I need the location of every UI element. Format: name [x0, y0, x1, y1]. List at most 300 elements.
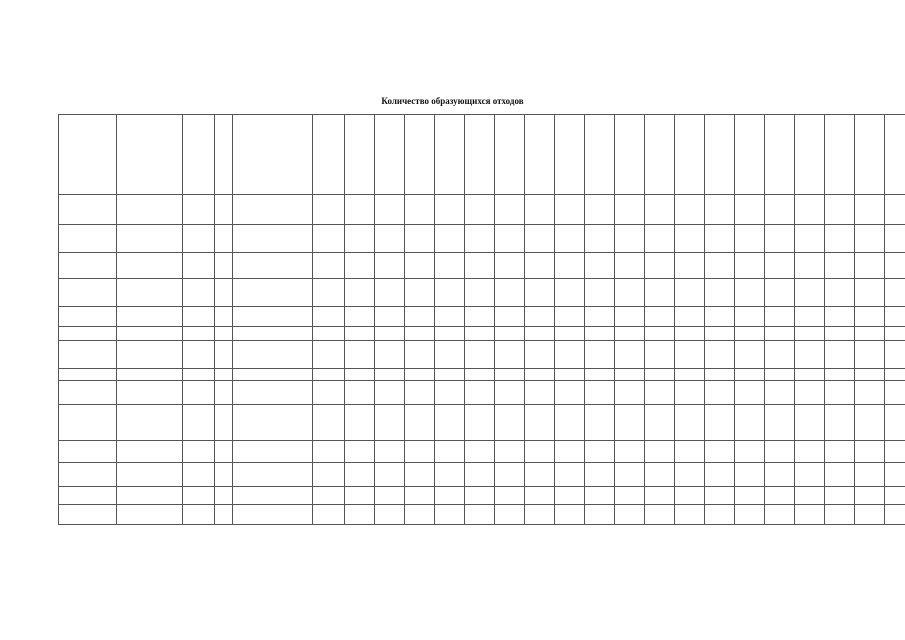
cell-value — [615, 253, 645, 279]
cell-value — [405, 253, 435, 279]
table-row — [59, 505, 905, 525]
value-column-header — [525, 115, 555, 195]
cell-value — [885, 487, 905, 505]
cell-value — [645, 381, 675, 405]
cell-value — [705, 441, 735, 463]
table-row — [59, 327, 905, 341]
cell-value — [525, 253, 555, 279]
cell-value — [825, 279, 855, 307]
cell-name — [117, 341, 183, 369]
cell-value — [735, 225, 765, 253]
value-column-header — [435, 115, 465, 195]
cell-value — [705, 505, 735, 525]
cell-code — [59, 487, 117, 505]
cell-value — [855, 327, 885, 341]
cell-value — [705, 195, 735, 225]
cell-value — [735, 253, 765, 279]
table-row — [59, 463, 905, 487]
cell-value — [675, 341, 705, 369]
cell-kod — [183, 505, 215, 525]
cell-value — [585, 505, 615, 525]
cell-cls — [215, 463, 233, 487]
cell-name — [117, 369, 183, 381]
value-column-header — [795, 115, 825, 195]
cell-value — [555, 369, 585, 381]
cell-inn — [345, 381, 375, 405]
cell-code — [59, 341, 117, 369]
cell-value — [375, 405, 405, 441]
table-row — [59, 225, 905, 253]
cell-code — [59, 307, 117, 327]
cell-value — [585, 195, 615, 225]
cell-value — [705, 369, 735, 381]
cell-code — [59, 225, 117, 253]
cell-cls — [215, 505, 233, 525]
value-column-header — [735, 115, 765, 195]
cell-value — [375, 381, 405, 405]
cell-value — [795, 327, 825, 341]
cell-value — [825, 307, 855, 327]
cell-value — [825, 195, 855, 225]
cell-value — [735, 441, 765, 463]
cell-org — [233, 505, 313, 525]
cell-okpo — [313, 307, 345, 327]
table-row — [59, 369, 905, 381]
cell-value — [615, 225, 645, 253]
cell-value — [735, 307, 765, 327]
cell-value — [765, 225, 795, 253]
cell-value — [555, 225, 585, 253]
cell-code — [59, 253, 117, 279]
cell-kod — [183, 253, 215, 279]
cell-value — [735, 279, 765, 307]
column-header — [117, 115, 183, 195]
cell-value — [405, 279, 435, 307]
cell-value — [405, 327, 435, 341]
cell-cls — [215, 253, 233, 279]
cell-value — [795, 505, 825, 525]
cell-value — [675, 505, 705, 525]
cell-value — [585, 405, 615, 441]
cell-value — [615, 279, 645, 307]
cell-value — [525, 369, 555, 381]
cell-value — [795, 341, 825, 369]
cell-cls — [215, 307, 233, 327]
cell-value — [525, 225, 555, 253]
cell-value — [405, 381, 435, 405]
cell-value — [465, 225, 495, 253]
cell-value — [885, 441, 905, 463]
cell-value — [585, 441, 615, 463]
cell-value — [375, 441, 405, 463]
cell-code — [59, 441, 117, 463]
cell-value — [405, 441, 435, 463]
cell-inn — [345, 327, 375, 341]
cell-value — [855, 505, 885, 525]
cell-value — [855, 341, 885, 369]
cell-value — [735, 405, 765, 441]
cell-code — [59, 279, 117, 307]
cell-value — [405, 463, 435, 487]
cell-kod — [183, 463, 215, 487]
cell-value — [615, 195, 645, 225]
cell-value — [705, 279, 735, 307]
cell-code — [59, 381, 117, 405]
cell-value — [375, 463, 405, 487]
value-column-header — [615, 115, 645, 195]
cell-value — [645, 279, 675, 307]
cell-value — [705, 225, 735, 253]
cell-value — [765, 195, 795, 225]
cell-value — [885, 195, 905, 225]
cell-value — [675, 487, 705, 505]
cell-value — [765, 405, 795, 441]
cell-value — [405, 405, 435, 441]
cell-value — [495, 341, 525, 369]
cell-kod — [183, 327, 215, 341]
cell-value — [555, 307, 585, 327]
cell-value — [825, 405, 855, 441]
cell-value — [645, 225, 675, 253]
cell-value — [855, 405, 885, 441]
cell-value — [825, 327, 855, 341]
cell-value — [675, 381, 705, 405]
cell-cls — [215, 369, 233, 381]
cell-value — [645, 327, 675, 341]
cell-value — [375, 253, 405, 279]
cell-value — [705, 341, 735, 369]
cell-value — [585, 381, 615, 405]
cell-value — [615, 369, 645, 381]
cell-value — [705, 253, 735, 279]
cell-value — [495, 405, 525, 441]
cell-org — [233, 369, 313, 381]
cell-name — [117, 487, 183, 505]
cell-value — [465, 279, 495, 307]
cell-value — [465, 369, 495, 381]
cell-value — [465, 341, 495, 369]
cell-value — [495, 487, 525, 505]
cell-value — [705, 463, 735, 487]
cell-value — [435, 505, 465, 525]
table-row — [59, 487, 905, 505]
cell-value — [825, 341, 855, 369]
cell-value — [375, 195, 405, 225]
cell-cls — [215, 225, 233, 253]
cell-value — [525, 381, 555, 405]
cell-cls — [215, 487, 233, 505]
cell-value — [765, 279, 795, 307]
cell-value — [765, 463, 795, 487]
cell-value — [465, 405, 495, 441]
cell-name — [117, 405, 183, 441]
cell-okpo — [313, 381, 345, 405]
cell-value — [435, 307, 465, 327]
cell-value — [375, 279, 405, 307]
cell-value — [645, 195, 675, 225]
cell-value — [855, 307, 885, 327]
cell-inn — [345, 369, 375, 381]
table-row — [59, 253, 905, 279]
cell-okpo — [313, 195, 345, 225]
cell-value — [825, 505, 855, 525]
cell-value — [765, 441, 795, 463]
cell-name — [117, 279, 183, 307]
cell-value — [885, 369, 905, 381]
cell-value — [765, 487, 795, 505]
cell-value — [495, 327, 525, 341]
cell-value — [675, 369, 705, 381]
table-row — [59, 279, 905, 307]
cell-value — [735, 369, 765, 381]
cell-name — [117, 253, 183, 279]
cell-value — [765, 381, 795, 405]
table-row — [59, 341, 905, 369]
cell-value — [375, 369, 405, 381]
cell-value — [645, 405, 675, 441]
cell-value — [855, 487, 885, 505]
cell-value — [405, 307, 435, 327]
cell-value — [705, 487, 735, 505]
cell-value — [435, 327, 465, 341]
cell-value — [555, 405, 585, 441]
value-column-header — [705, 115, 735, 195]
cell-value — [705, 381, 735, 405]
cell-code — [59, 195, 117, 225]
cell-name — [117, 381, 183, 405]
cell-value — [465, 463, 495, 487]
cell-value — [375, 327, 405, 341]
cell-org — [233, 341, 313, 369]
column-header — [59, 115, 117, 195]
column-header — [233, 115, 313, 195]
cell-okpo — [313, 487, 345, 505]
cell-value — [375, 505, 405, 525]
cell-value — [375, 487, 405, 505]
cell-value — [555, 505, 585, 525]
cell-value — [495, 253, 525, 279]
cell-okpo — [313, 369, 345, 381]
cell-value — [885, 405, 905, 441]
cell-code — [59, 505, 117, 525]
cell-value — [435, 279, 465, 307]
cell-value — [855, 279, 885, 307]
cell-value — [825, 369, 855, 381]
cell-value — [705, 307, 735, 327]
cell-value — [555, 327, 585, 341]
cell-org — [233, 405, 313, 441]
cell-value — [735, 463, 765, 487]
cell-name — [117, 505, 183, 525]
cell-inn — [345, 307, 375, 327]
cell-value — [855, 441, 885, 463]
cell-value — [555, 279, 585, 307]
cell-inn — [345, 225, 375, 253]
cell-value — [675, 405, 705, 441]
cell-value — [525, 441, 555, 463]
cell-value — [465, 505, 495, 525]
cell-org — [233, 225, 313, 253]
cell-value — [495, 307, 525, 327]
cell-kod — [183, 381, 215, 405]
cell-code — [59, 463, 117, 487]
cell-value — [405, 341, 435, 369]
cell-value — [615, 405, 645, 441]
cell-okpo — [313, 405, 345, 441]
cell-value — [855, 253, 885, 279]
cell-value — [675, 441, 705, 463]
value-column-header — [495, 115, 525, 195]
cell-value — [585, 341, 615, 369]
cell-value — [495, 369, 525, 381]
cell-inn — [345, 195, 375, 225]
cell-value — [585, 463, 615, 487]
cell-value — [465, 195, 495, 225]
cell-okpo — [313, 279, 345, 307]
cell-value — [525, 487, 555, 505]
cell-value — [735, 327, 765, 341]
table-body — [59, 195, 905, 525]
cell-value — [765, 341, 795, 369]
cell-okpo — [313, 441, 345, 463]
cell-okpo — [313, 225, 345, 253]
cell-value — [405, 487, 435, 505]
cell-value — [645, 369, 675, 381]
cell-value — [555, 487, 585, 505]
cell-value — [885, 253, 905, 279]
cell-value — [555, 463, 585, 487]
cell-value — [765, 253, 795, 279]
table-row — [59, 381, 905, 405]
cell-okpo — [313, 505, 345, 525]
cell-value — [855, 381, 885, 405]
value-column-header — [555, 115, 585, 195]
cell-value — [645, 487, 675, 505]
cell-org — [233, 195, 313, 225]
cell-value — [405, 225, 435, 253]
cell-value — [885, 381, 905, 405]
cell-value — [645, 505, 675, 525]
cell-value — [885, 327, 905, 341]
cell-name — [117, 441, 183, 463]
cell-value — [555, 341, 585, 369]
cell-value — [825, 441, 855, 463]
cell-value — [675, 463, 705, 487]
cell-value — [585, 279, 615, 307]
cell-value — [585, 487, 615, 505]
cell-inn — [345, 341, 375, 369]
cell-value — [435, 381, 465, 405]
column-header — [183, 115, 215, 195]
cell-value — [825, 487, 855, 505]
cell-org — [233, 487, 313, 505]
cell-value — [675, 279, 705, 307]
cell-value — [585, 225, 615, 253]
table-row — [59, 195, 905, 225]
cell-value — [795, 441, 825, 463]
cell-value — [405, 369, 435, 381]
cell-value — [675, 307, 705, 327]
cell-okpo — [313, 253, 345, 279]
cell-value — [405, 195, 435, 225]
cell-value — [795, 195, 825, 225]
value-column-header — [885, 115, 905, 195]
cell-value — [435, 225, 465, 253]
cell-cls — [215, 441, 233, 463]
cell-kod — [183, 405, 215, 441]
cell-name — [117, 463, 183, 487]
cell-value — [555, 381, 585, 405]
value-column-header — [825, 115, 855, 195]
waste-table — [58, 114, 905, 525]
document-title: Количество образующихся отходов — [381, 96, 524, 106]
cell-value — [855, 195, 885, 225]
value-column-header — [585, 115, 615, 195]
cell-kod — [183, 441, 215, 463]
cell-okpo — [313, 463, 345, 487]
cell-value — [765, 369, 795, 381]
cell-value — [705, 327, 735, 341]
cell-value — [375, 307, 405, 327]
cell-value — [615, 487, 645, 505]
table-row — [59, 405, 905, 441]
cell-value — [795, 307, 825, 327]
value-column-header — [645, 115, 675, 195]
cell-value — [795, 405, 825, 441]
cell-value — [495, 441, 525, 463]
cell-value — [495, 195, 525, 225]
cell-value — [795, 253, 825, 279]
cell-value — [435, 253, 465, 279]
cell-value — [555, 253, 585, 279]
cell-value — [525, 307, 555, 327]
cell-value — [795, 225, 825, 253]
column-header — [313, 115, 345, 195]
cell-value — [495, 279, 525, 307]
cell-code — [59, 327, 117, 341]
table-row — [59, 307, 905, 327]
cell-value — [585, 327, 615, 341]
cell-value — [525, 195, 555, 225]
cell-value — [435, 369, 465, 381]
cell-inn — [345, 487, 375, 505]
table-header — [59, 115, 905, 195]
cell-value — [675, 327, 705, 341]
cell-value — [435, 195, 465, 225]
cell-org — [233, 441, 313, 463]
cell-value — [855, 369, 885, 381]
cell-org — [233, 279, 313, 307]
cell-value — [465, 253, 495, 279]
cell-value — [645, 441, 675, 463]
cell-value — [615, 341, 645, 369]
cell-value — [885, 225, 905, 253]
cell-value — [645, 463, 675, 487]
cell-code — [59, 405, 117, 441]
cell-value — [645, 253, 675, 279]
cell-value — [735, 381, 765, 405]
cell-value — [585, 253, 615, 279]
cell-value — [885, 463, 905, 487]
cell-value — [825, 225, 855, 253]
cell-cls — [215, 381, 233, 405]
cell-value — [735, 195, 765, 225]
cell-org — [233, 253, 313, 279]
cell-value — [465, 441, 495, 463]
cell-value — [465, 307, 495, 327]
cell-kod — [183, 279, 215, 307]
column-header — [375, 115, 405, 195]
